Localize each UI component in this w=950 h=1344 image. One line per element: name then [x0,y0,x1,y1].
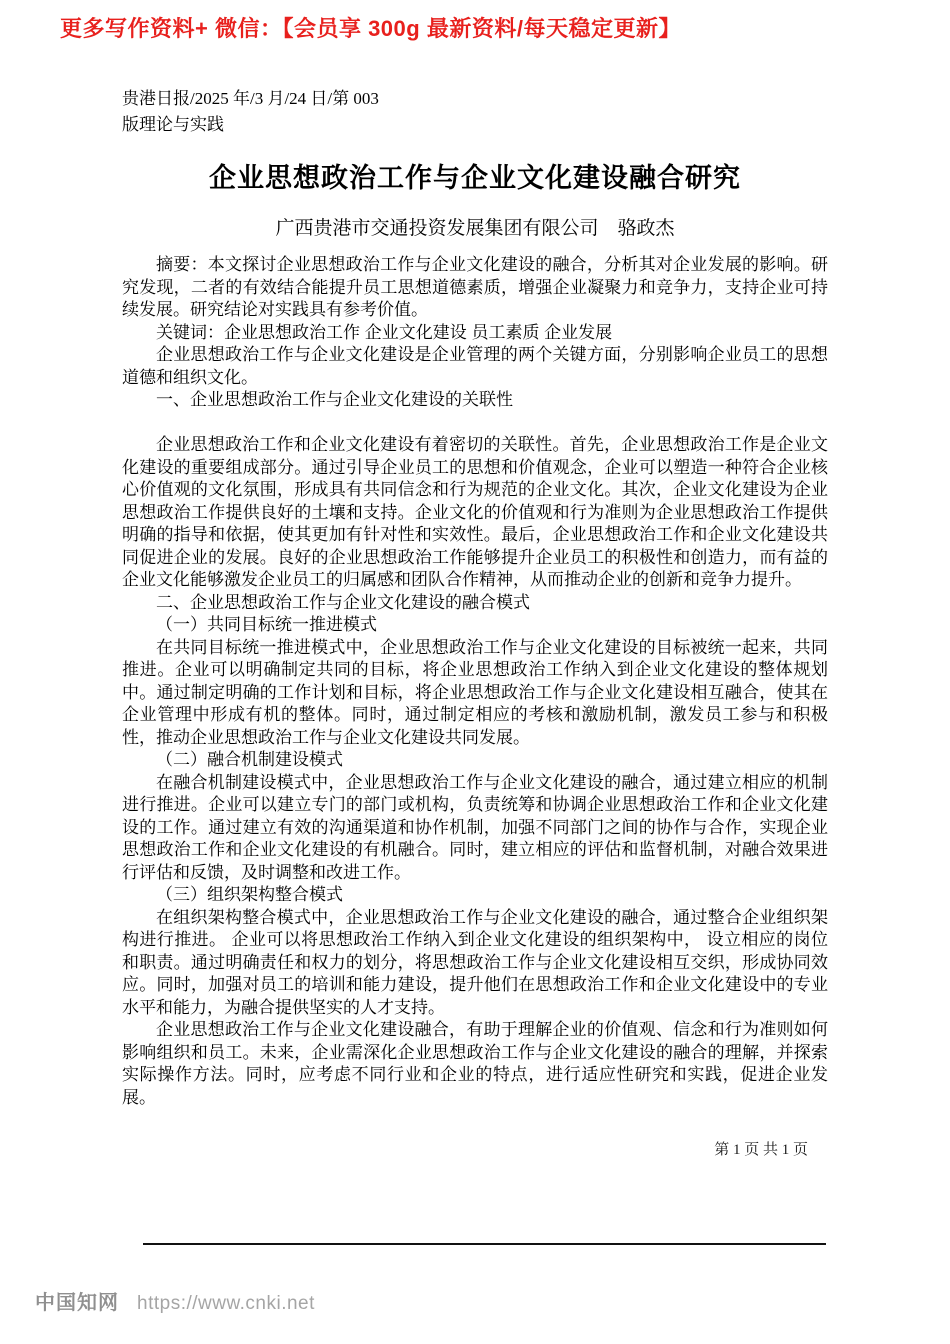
article-body [122,254,828,1109]
section-heading-2: 二、企业思想政治工作与企业文化建设的融合模式 [156,592,530,612]
section-1-paragraph: 企业思想政治工作和企业文化建设有着密切的关联性。首先，企业思想政治工作是企业文化建设的重要组成部分。通过引导企业员工的思想和价值观念，企业可以塑造一种符合企业核心价值观的文化氛围，形成具有共同信念和行为规范的企业文化。其次，企业文化建设为企业思想政治工作提供良好的土壤和支持。企业文化的价值观和行为准则为企业思想政治工作提供明确的指导和依据，使其更加有针对性和实效性。最后，企业思想政治工作和企业文化建设共同促进企业的发展。良好的企业思想政治工作能够提升企业员工的积极性和创造力，而有益的企业文化能够激发企业员工的归属感和团队合作精神，从而推动企业的创新和竞争力提升。 [122,435,828,589]
subsection-2-3-paragraph: 在组织架构整合模式中，企业思想政治工作与企业文化建设的融合，通过整合企业组织架构进行推进。 企业可以将思想政治工作纳入到企业文化建设的组织架构中， 设立相应的岗位和职责。通过明确责任和权力的划分，将思想政治工作与企业文化建设相互交织，形成协同效应。同时，加强对员工的培训和能力建设，提升他们在思想政治工作和企业文化建设中的专业水平和能力，为融合提供坚实的人才支持。 [122,907,828,1017]
subsection-heading-2-3: （三）组织架构整合模式 [156,885,343,904]
publication-info [122,86,379,138]
publication-source-line: 贵港日报/2025 年/3 月/24 日/第 003 [122,89,379,108]
conclusion-paragraph: 企业思想政治工作与企业文化建设融合，有助于理解企业的价值观、信念和行为准则如何影响组织和员工。未来，企业需深化企业思想政治工作与企业文化建设的融合的理解，并探索实际操作方法。同时，应考虑不同行业和企业的特点，进行适应性研究和实践，促进企业发展。 [122,1020,828,1107]
cnki-brand-text: 中国知网 [35,1292,119,1314]
cnki-url-text: https://www.cnki.net [137,1293,315,1314]
promo-banner-text: 更多写作资料+ 微信：【会员享 300g 最新资料/每天稳定更新】 [60,16,681,41]
subsection-2-2-paragraph: 在融合机制建设模式中，企业思想政治工作与企业文化建设的融合，通过建立相应的机制进行推进。企业可以建立专门的部门或机构，负责统筹和协调企业思想政治工作和企业文化建设的工作。通过建立有效的沟通渠道和协作机制，加强不同部门之间的协作与合作，实现企业思想政治工作和企业文化建设的有机融合。同时，建立相应的评估和监督机制，对融合效果进行评估和反馈，及时调整和改进工作。 [122,772,828,882]
abstract-paragraph: 摘要：本文探讨企业思想政治工作与企业文化建设的融合，分析其对企业发展的影响。研究发现，二者的有效结合能提升员工思想道德素质，增强企业凝聚力和竞争力，支持企业可持续发展。研究结论对实践具有参考价值。 [122,255,828,319]
publication-section-line: 版理论与实践 [122,115,224,134]
article-byline: 广西贵港市交通投资发展集团有限公司 骆政杰 [275,218,675,239]
keywords-line: 关键词：企业思想政治工作 企业文化建设 员工素质 企业发展 [156,322,613,342]
article-title: 企业思想政治工作与企业文化建设融合研究 [209,163,741,193]
subsection-heading-2-1: （一）共同目标统一推进模式 [156,615,377,634]
footer-divider [143,1243,826,1245]
subsection-heading-2-2: （二）融合机制建设模式 [156,750,343,769]
section-heading-1: 一、企业思想政治工作与企业文化建设的关联性 [156,390,513,409]
page-indicator: 第 1 页 共 1 页 [714,1142,808,1158]
cnki-watermark [35,1286,315,1315]
intro-paragraph: 企业思想政治工作与企业文化建设是企业管理的两个关键方面，分别影响企业员工的思想道德和组织文化。 [122,345,828,387]
subsection-2-1-paragraph: 在共同目标统一推进模式中，企业思想政治工作与企业文化建设的目标被统一起来，共同推进。企业可以明确制定共同的目标，将企业思想政治工作纳入到企业文化建设的整体规划中。通过制定明确的工作计划和目标，将企业思想政治工作与企业文化建设相互融合，使其在企业管理中形成有机的整体。同时，通过制定相应的考核和激励机制，激发员工参与和积极性，推动企业思想政治工作与企业文化建设共同发展。 [122,637,828,747]
